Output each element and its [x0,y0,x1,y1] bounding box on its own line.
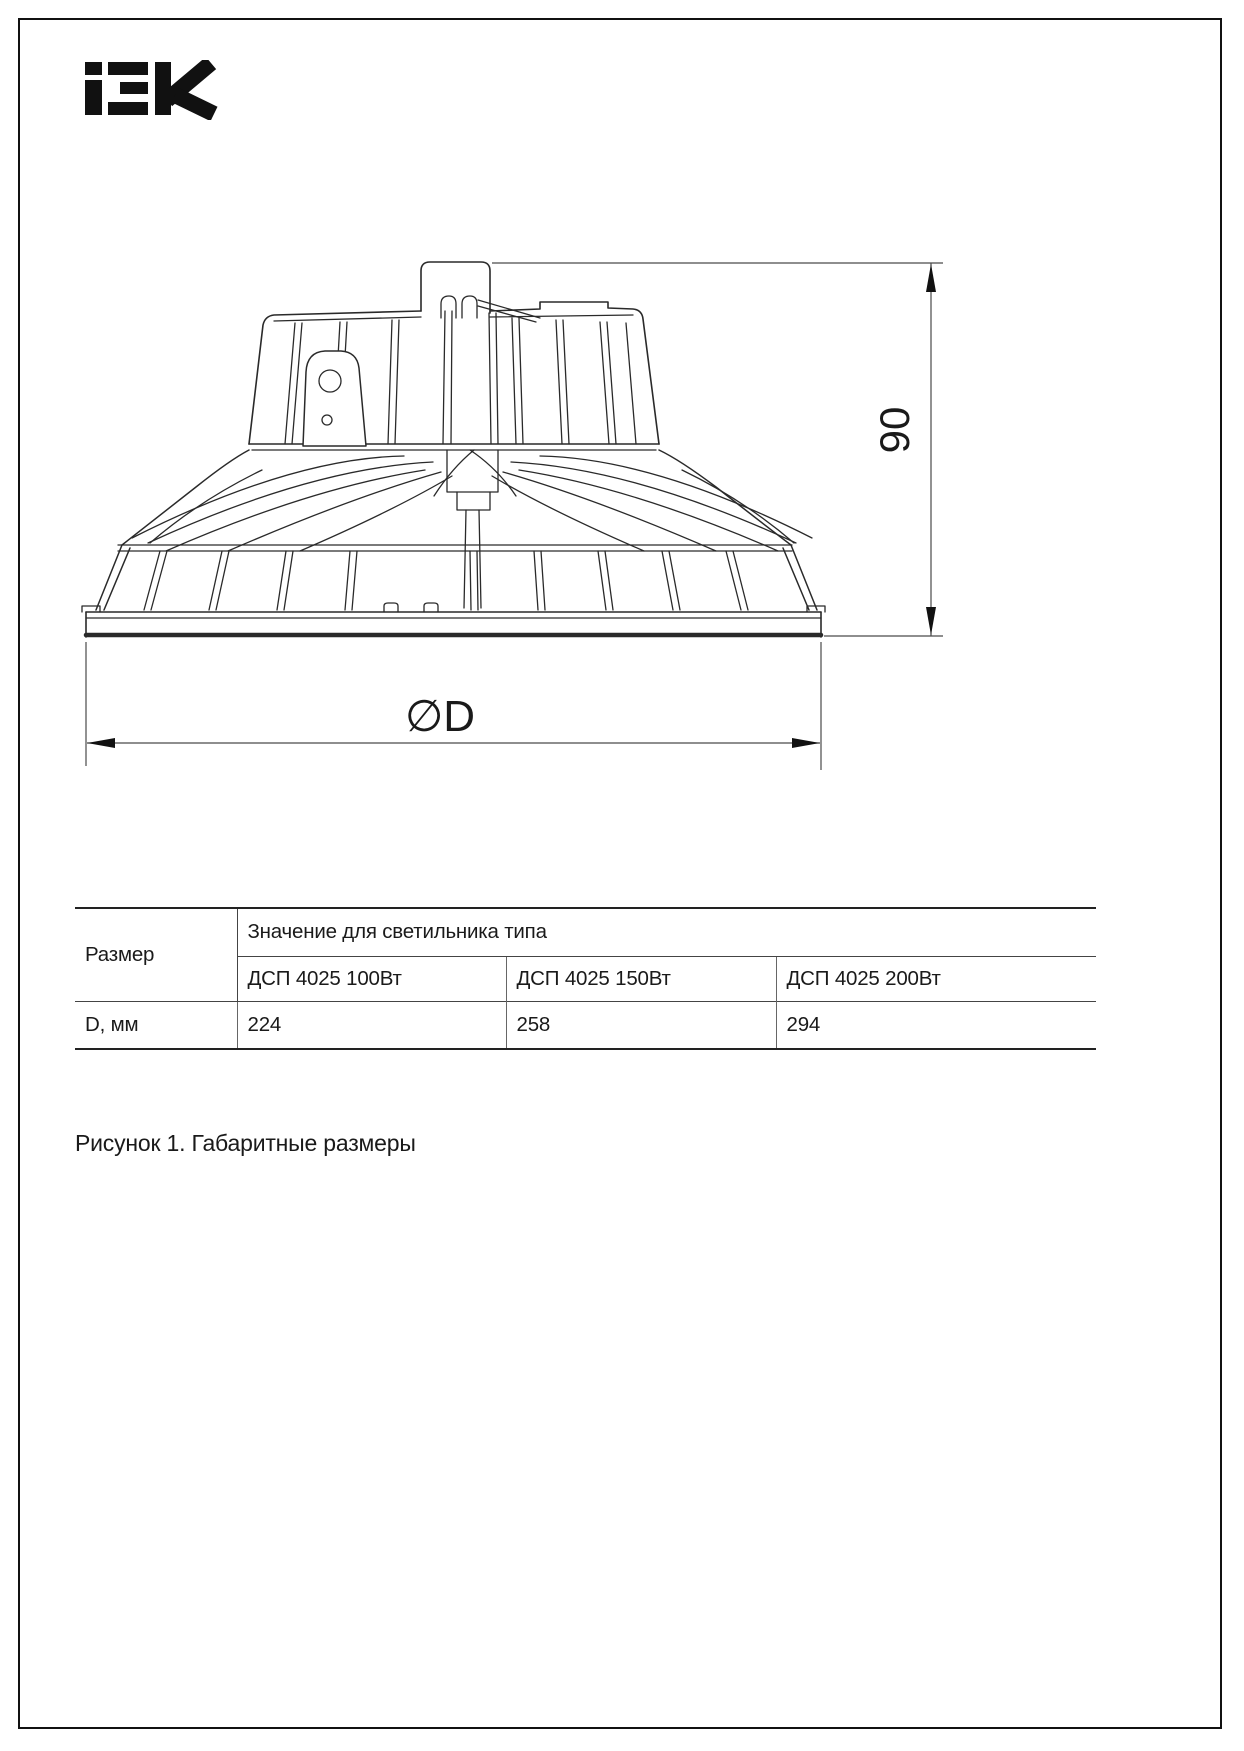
height-dim-label: 90 [871,406,919,454]
table-value-200w: 294 [776,1001,1096,1049]
table-header-group: Значение для светильника типа [237,908,1096,956]
table-row-label: D, мм [75,1001,237,1049]
arrow-up-icon [926,264,936,292]
luminaire-outline [82,262,825,637]
dimensions-table [75,907,1096,1050]
table-header-size: Размер [75,908,237,1001]
figure-drawing [0,0,1244,820]
arrow-left-icon [87,738,115,748]
table-header-model-100w: ДСП 4025 100Вт [247,966,402,990]
diameter-dim-label: ∅D [404,692,476,741]
table-value-100w: 224 [237,1001,506,1049]
arrow-down-icon [926,607,936,635]
table-value-150w: 258 [506,1001,776,1049]
arrow-right-icon [792,738,820,748]
table-header-model-200w: ДСП 4025 200Вт [776,956,1096,1001]
table-header-model-150w: ДСП 4025 150Вт [506,956,776,1001]
figure-caption: Рисунок 1. Габаритные размеры [75,1130,416,1156]
